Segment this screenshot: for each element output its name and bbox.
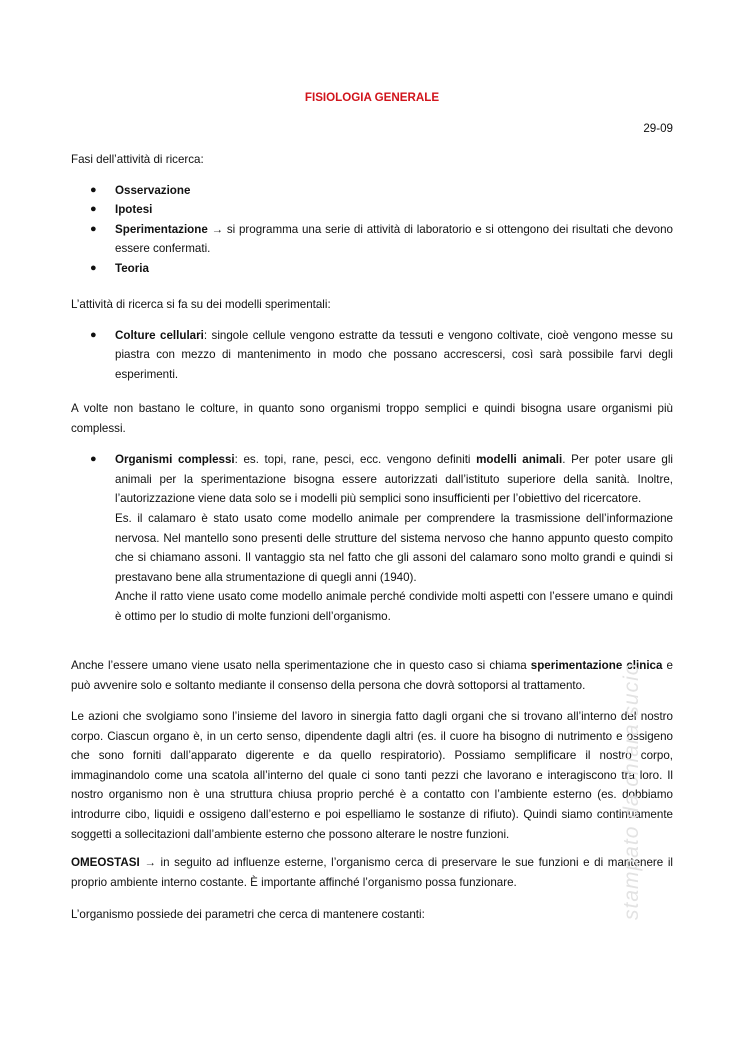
phases-list (71, 181, 673, 279)
list-item: ● Teoria (71, 259, 673, 279)
bullet-icon: ● (90, 203, 97, 216)
complex-section (71, 399, 673, 627)
rat-example: Anche il ratto viene usato come modello animale perché condivide molti aspetti con l’essere umano e quindi è ottimo per lo studio di molte funzioni dell’organismo. (115, 590, 673, 623)
bullet-icon: ● (90, 328, 97, 341)
bullet-icon: ● (90, 183, 97, 196)
bullet-icon: ● (90, 261, 97, 274)
list-item: ● Sperimentazione → si programma una serie di attività di laboratorio e si ottengono dei risultati che devono essere confermati. (71, 220, 673, 259)
list-item: ● Osservazione (71, 181, 673, 201)
list-item: ● Colture cellulari: singole cellule vengono estratte da tessuti e vengono coltivate, cioè vengono messe su piastra con mezzo di mantenimento in modo che possano accrescersi, così sarà possibile farvi degli esperimenti. (71, 326, 673, 385)
actions-paragraph: Le azioni che svolgiamo sono l’insieme del lavoro in sinergia fatto dagli organi che si trovano all’interno del nostro corpo. Ciascun organo è, in un certo senso, dipendente dagli altri (es. il cuore ha bisogno di nutrimento e ossigeno che sono forniti dall’apparato digerente e da quello respiratorio). Possiamo semplificare il nostro corpo, immaginandolo come una scatola all’interno del quale ci sono tanti pezzi che lavorano e interagiscono tra loro. Il nostro organismo non è una struttura chiusa proprio perché è a contatto con l’ambiente esterno (es. dobbiamo introdurre cibo, liquidi e ossigeno dall’esterno e poi espelliamo le sostanze di rifiuto). Quindi siamo continuamente soggetti a sollecitazioni dall’ambiente esterno che possono alterare le nostre funzioni. (71, 710, 673, 841)
models-section (71, 295, 673, 384)
clinical-paragraph: Anche l’essere umano viene usato nella sperimentazione che in questo caso si chiama sperimentazione clinica e può avvenire solo e soltanto mediante il consenso della persona che dovrà sottoporsi al trattamento. (71, 659, 673, 692)
models-list (71, 326, 673, 385)
complex-list (71, 450, 673, 626)
list-item: ● Organismi complessi: es. topi, rane, pesci, ecc. vengono definiti modelli animali. Per poter usare gli animali per la sperimentazione bisogna essere autorizzati dall’istituto superiore della sanità. Inoltre, l’autorizzazione viene data solo se i modelli più semplici sono insufficienti per l’obiettivo del ricercatore. Es. il calamaro è stato usato come modello animale per comprendere la trasmissione dell’informazione nervosa. Nel mantello sono presenti delle strutture del sistema nervoso che hanno appunto questo compito che si chiamano assoni. Il vantaggio sta nel fatto che gli assoni del calamaro sono molto grandi e quindi si prestavano bene alla strumentazione di quegli anni (1940). Anche il ratto viene usato come modello animale perché condivide molti aspetti con l’essere umano e quindi è ottimo per lo studio di molte funzioni dell’organismo. (71, 450, 673, 626)
research-phases-section (71, 150, 673, 279)
bullet-icon: ● (90, 222, 97, 235)
parameters-paragraph: L’organismo possiede dei parametri che cerca di mantenere costanti: (71, 908, 425, 921)
squid-example: Es. il calamaro è stato usato come modello animale per comprendere la trasmissione dell’informazione nervosa. Nel mantello sono presenti delle strutture del sistema nervoso che hanno appunto questo compito che si chiamano assoni. Il vantaggio sta nel fatto che gli assoni del calamaro sono molto grandi e quindi si prestavano bene alla strumentazione di quegli anni (1940). (115, 511, 673, 584)
homeostasis-paragraph: OMEOSTASI → in seguito ad influenze esterne, l’organismo cerca di preservare le sue funzioni e di mantenere il proprio ambiente interno costante. È importante affinché l’organismo possa funzionare. (71, 856, 673, 889)
document-title: FISIOLOGIA GENERALE (304, 91, 440, 104)
models-intro: L’attività di ricerca si fa su dei modelli sperimentali: (71, 298, 331, 311)
bullet-icon: ● (90, 453, 97, 466)
phases-intro: Fasi dell’attività di ricerca: (71, 153, 204, 166)
watermark: stampato da chiara sucio (620, 662, 643, 920)
list-item: ● Ipotesi (71, 200, 673, 220)
lecture-date: 29-09 (643, 122, 673, 135)
not-enough-paragraph: A volte non bastano le colture, in quanto sono organismi troppo semplici e quindi bisogna usare organismi più complessi. (71, 402, 673, 435)
